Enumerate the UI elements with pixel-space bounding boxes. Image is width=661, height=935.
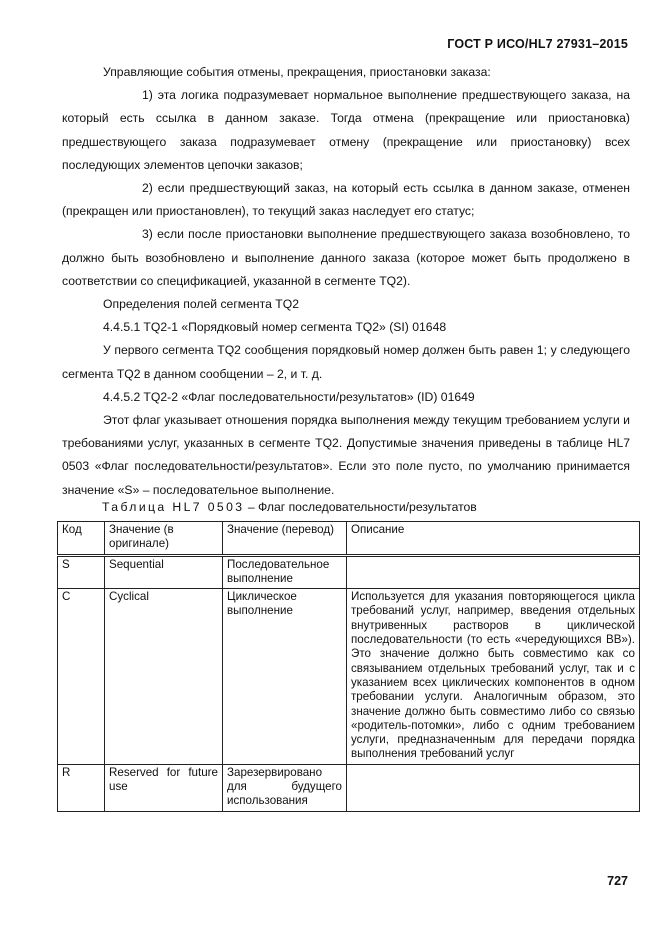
cell-code: S (58, 555, 105, 589)
table-caption-label: Таблица HL7 0503 (102, 500, 245, 514)
column-header-code: Код (58, 522, 105, 556)
table-row (58, 589, 640, 765)
paragraph-rule-3: 3) если после приостановки выполнение предшествующего заказа возобновлено, то должно быть возобновлено и выполнение данного заказа (которое может быть продолжено в соответствии со спецификацией, указанной в сегменте TQ2). (62, 227, 630, 288)
table-caption-text: – Флаг последовательности/результатов (247, 500, 477, 514)
paragraph-field-definitions: Определения полей сегмента TQ2 (103, 297, 299, 312)
column-header-translation: Значение (перевод) (223, 522, 347, 556)
section-heading-4-4-5-1: 4.4.5.1 TQ2-1 «Порядковый номер сегмента TQ2» (SI) 01648 (103, 320, 447, 335)
cell-description (347, 764, 640, 811)
cell-code: C (58, 589, 105, 765)
paragraph-flag-description: Этот флаг указывает отношения порядка выполнения между текущим требованием услуги и требованиями услуг, указанных в сегменте TQ2. Допустимые значения приведены в таблице HL7 0503 «Флаг последовательности/результатов». Если это поле пусто, по умолчанию принимается значение «S» – последовательное выполнение. (62, 413, 630, 497)
column-header-original: Значение (в оригинале) (105, 522, 223, 556)
cell-code: R (58, 764, 105, 811)
table-caption (102, 500, 477, 514)
page-number: 727 (607, 874, 628, 888)
cell-translation: Зарезервировано для будущего использования (223, 764, 347, 811)
body-text (62, 61, 630, 502)
paragraph-cancel-events: Управляющие события отмены, прекращения, приостановки заказа: (103, 65, 491, 79)
section-heading-4-4-5-2: 4.4.5.2 TQ2-2 «Флаг последовательности/результатов» (ID) 01649 (103, 389, 475, 404)
paragraph-sequence-number: У первого сегмента TQ2 сообщения порядковый номер должен быть равен 1; у следующего сегмента TQ2 в данном сообщении – 2, и т. д. (62, 343, 630, 381)
document-header: ГОСТ Р ИСО/HL7 27931–2015 (447, 37, 628, 51)
table-header-row (58, 522, 640, 556)
cell-description (347, 555, 640, 589)
cell-original: Reserved for future use (105, 764, 223, 811)
paragraph-rule-2: 2) если предшествующий заказ, на который есть ссылка в данном заказе, отменен (прекращен или приостановлен), то текущий заказ наследует его статус; (62, 181, 630, 219)
cell-original: Sequential (105, 555, 223, 589)
column-header-description: Описание (347, 522, 640, 556)
table-row (58, 555, 640, 589)
hl7-0503-table (57, 521, 640, 812)
cell-translation: Циклическое выполнение (223, 589, 347, 765)
cell-original: Cyclical (105, 589, 223, 765)
table-row (58, 764, 640, 811)
cell-translation: Последовательное выполнение (223, 555, 347, 589)
cell-description: Используется для указания повторяющегося цикла требований услуг, например, введения отдельных внутривенных растворов в циклической последовательности (то есть «чередующихся BB»). Это значение должно быть совместимо как со связыванием отдельных требований услуг, так и с указанием всех циклических компонентов в одном требовании услуги. Аналогичным образом, это значение должно быть совместимо либо со связью «родитель-потомки», либо с одним требованием услуги, предназначенным для передачи порядка выполнения требований услуг (347, 589, 640, 765)
paragraph-rule-1: 1) эта логика подразумевает нормальное выполнение предшествующего заказа, на который есть ссылка в данном заказе. Тогда отмена (прекращение или приостановка) предшествующего заказа подразумевает отмену (прекращение или приостановку) всех последующих элементов цепочки заказов; (62, 88, 630, 172)
